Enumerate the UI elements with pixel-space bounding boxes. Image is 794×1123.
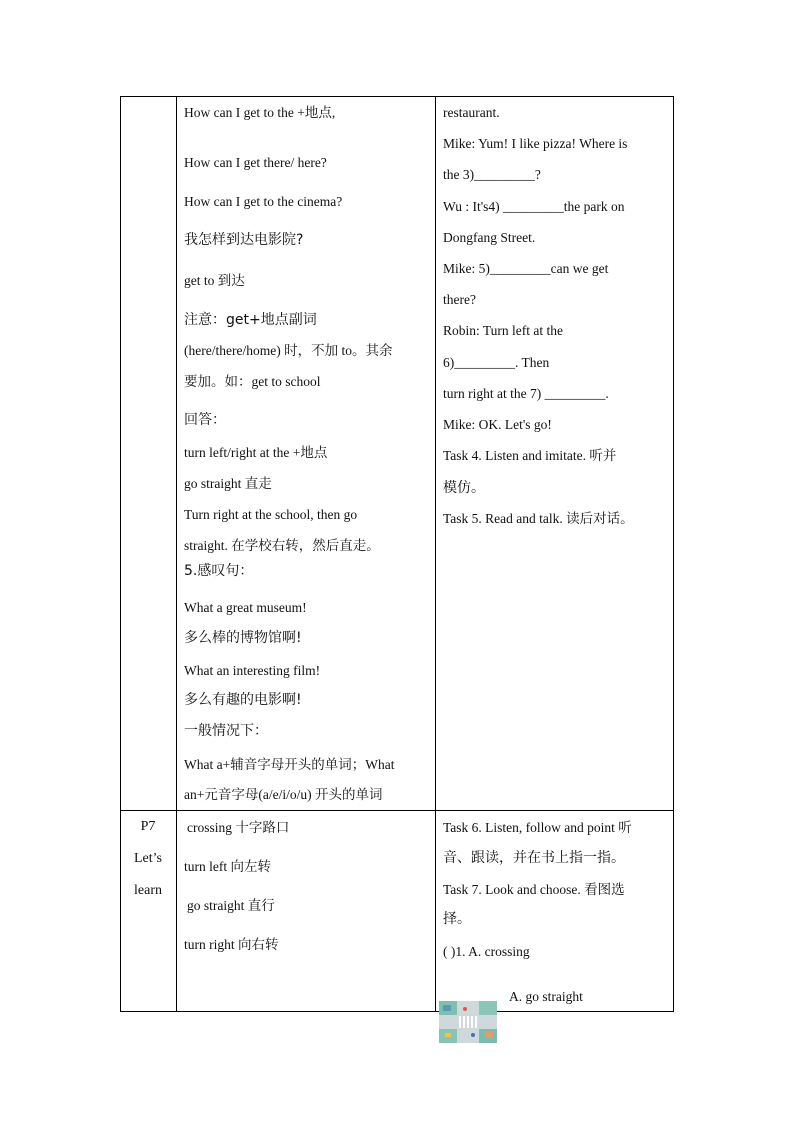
lesson-type-label-1: Let’s <box>134 851 162 866</box>
question-line: ( )1. A. crossing <box>443 944 530 959</box>
task-line: Task 4. Listen and imitate. 听并 <box>443 448 617 463</box>
text-line: 多么棒的博物馆啊! <box>184 630 302 646</box>
lesson-page-label: P7 <box>140 819 156 834</box>
dialogue-line: Robin: Turn left at the <box>443 323 564 338</box>
dialogue-line: restaurant. <box>443 105 500 120</box>
column-divider-2 <box>435 96 436 1012</box>
middle-cell-row2 <box>184 810 432 1010</box>
vocab-line: turn right 向右转 <box>184 937 279 952</box>
vocab-line: crossing 十字路口 <box>187 820 290 835</box>
vocab-line: turn left 向左转 <box>184 859 271 874</box>
text-line: How can I get to the +地点, <box>184 105 336 120</box>
text-line: 5.感叹句： <box>184 563 254 579</box>
task-line: 模仿。 <box>443 480 485 496</box>
text-line: turn left/right at the +地点 <box>184 445 328 460</box>
dialogue-line: Mike: 5)_________can we get <box>443 261 609 276</box>
text-line: Turn right at the school, then go <box>184 507 358 522</box>
task-line: 择。 <box>443 911 471 927</box>
text-line: What a great museum! <box>184 600 307 615</box>
dialogue-line: the 3)_________? <box>443 167 541 182</box>
text-line: 回答： <box>184 412 226 428</box>
dialogue-line: Mike: Yum! I like pizza! Where is <box>443 136 628 151</box>
dialogue-line: Wu : It's4) _________the park on <box>443 199 625 214</box>
text-line: straight. 在学校右转，然后直走。 <box>184 538 380 553</box>
crossing-picture-svg <box>439 1001 497 1043</box>
text-line: 多么有趣的电影啊! <box>184 692 302 708</box>
text-line: an+元音字母(a/e/i/o/u) 开头的单词 <box>184 787 383 802</box>
task-line: 音、跟读，并在书上指一指。 <box>443 850 625 866</box>
right-cell-row2 <box>443 810 671 1010</box>
text-line: How can I get there/ here? <box>184 155 327 170</box>
crossing-picture <box>439 1001 497 1043</box>
text-line: How can I get to the cinema? <box>184 194 343 209</box>
task-line: Task 7. Look and choose. 看图选 <box>443 882 625 897</box>
text-line: 我怎样到达电影院? <box>184 232 304 248</box>
text-line: 一般情况下： <box>184 723 268 739</box>
lesson-type-label-2: learn <box>134 883 162 898</box>
dialogue-line: Mike: OK. Let's go! <box>443 417 552 432</box>
column-divider-1 <box>176 96 177 1012</box>
text-line: get to 到达 <box>184 273 245 288</box>
right-cell-row1 <box>443 96 671 810</box>
dialogue-line: there? <box>443 292 476 307</box>
task-line: Task 5. Read and talk. 读后对话。 <box>443 511 634 526</box>
text-line: 注意：get+地点副词 <box>184 312 317 328</box>
task-line: Task 6. Listen, follow and point 听 <box>443 820 632 835</box>
dialogue-line: 6)_________. Then <box>443 355 550 370</box>
middle-cell-row1 <box>184 96 432 810</box>
dialogue-line: Dongfang Street. <box>443 230 536 245</box>
vocab-line: go straight 直行 <box>187 898 275 913</box>
text-line: go straight 直走 <box>184 476 272 491</box>
left-cell-row2 <box>120 810 176 1010</box>
dialogue-line: turn right at the 7) _________. <box>443 386 609 401</box>
text-line: What a+辅音字母开头的单词；What <box>184 757 395 772</box>
text-line: 要加。如：get to school <box>184 374 321 389</box>
text-line: (here/there/home) 时，不加 to。其余 <box>184 343 393 358</box>
text-line: What an interesting film! <box>184 663 321 678</box>
option-line: A. go straight <box>509 989 583 1004</box>
